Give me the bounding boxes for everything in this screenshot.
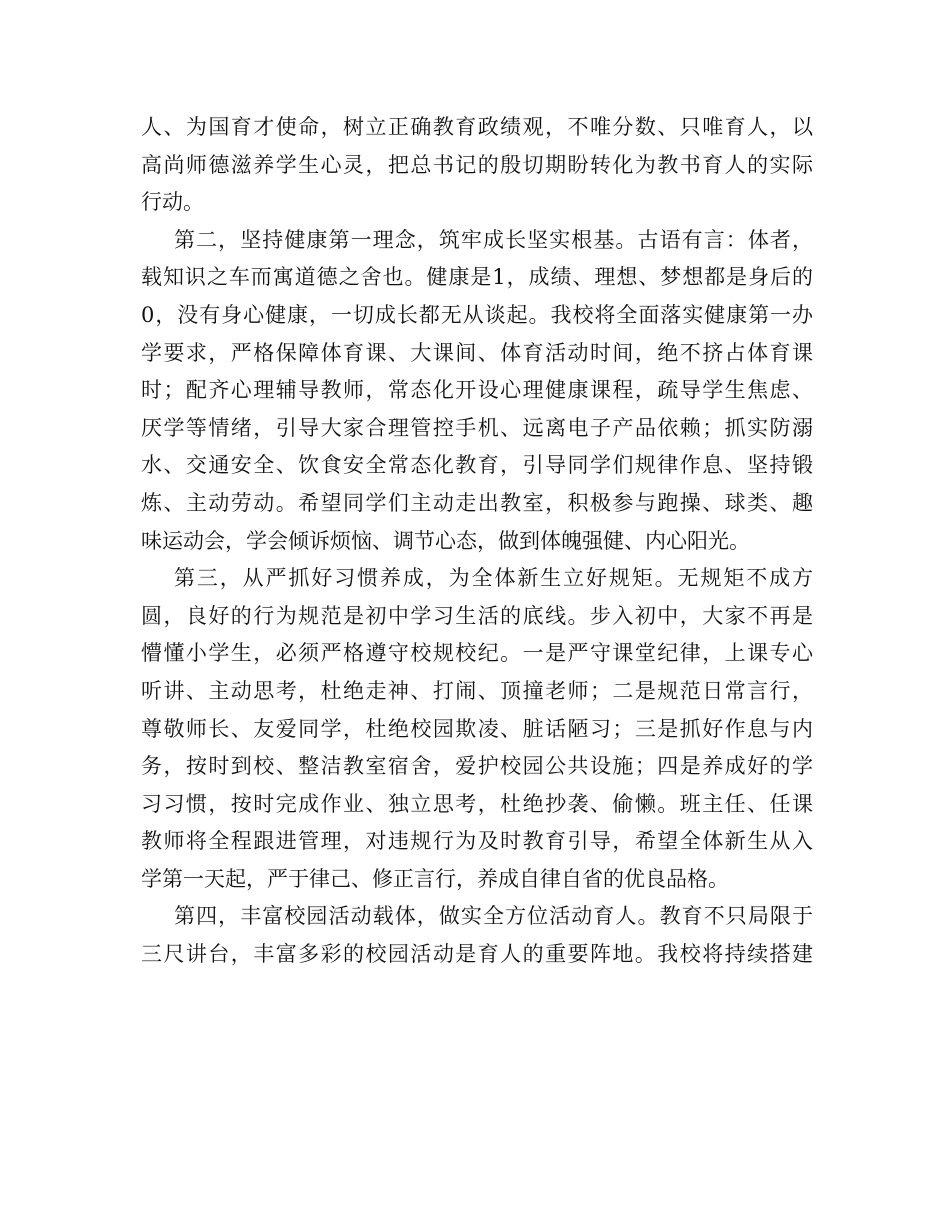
document-body bbox=[141, 109, 813, 974]
text-line: 第四，丰富校园活动载体，做实全方位活动育人。教育不只局限于 bbox=[174, 904, 813, 929]
text-line: 第二，坚持健康第一理念，筑牢成长坚实根基。古语有言：体者， bbox=[174, 227, 813, 252]
paragraph-second bbox=[141, 222, 813, 560]
paragraph-continuation bbox=[141, 109, 813, 222]
text-line: 厌学等情绪，引导大家合理管控手机、远离电子产品依赖；抓实防溺 bbox=[141, 415, 813, 440]
text-line: 三尺讲台，丰富多彩的校园活动是育人的重要阵地。我校将持续搭建 bbox=[141, 942, 813, 967]
text-line: 务，按时到校、整洁教室宿舍，爱护校园公共设施；四是养成好的学 bbox=[141, 754, 813, 779]
text-line: 尊敬师长、友爱同学，杜绝校园欺凌、脏话陋习；三是抓好作息与内 bbox=[141, 716, 813, 741]
paragraph-third bbox=[141, 560, 813, 898]
text-line: 懵懂小学生，必须严格遵守校规校纪。一是严守课堂纪律，上课专心 bbox=[141, 641, 813, 666]
paragraph-fourth bbox=[141, 898, 813, 973]
text-line: 行动。 bbox=[141, 190, 204, 215]
text-line: 学第一天起，严于律己、修正言行，养成自律自省的优良品格。 bbox=[141, 866, 729, 891]
text-line: 听讲、主动思考，杜绝走神、打闹、顶撞老师；二是规范日常言行， bbox=[141, 678, 813, 703]
text-line: 高尚师德滋养学生心灵，把总书记的殷切期盼转化为教书育人的实际 bbox=[141, 152, 813, 177]
text-line: 人、为国育才使命，树立正确教育政绩观，不唯分数、只唯育人，以 bbox=[141, 115, 813, 139]
text-line: 教师将全程跟进管理，对违规行为及时教育引导，希望全体新生从入 bbox=[141, 829, 813, 854]
text-line: 炼、主动劳动。希望同学们主动走出教室，积极参与跑操、球类、趣 bbox=[141, 490, 813, 515]
text-line: 0，没有身心健康，一切成长都无从谈起。我校将全面落实健康第一办 bbox=[141, 302, 813, 327]
text-line: 学要求，严格保障体育课、大课间、体育活动时间，绝不挤占体育课 bbox=[141, 340, 813, 365]
text-line: 水、交通安全、饮食安全常态化教育，引导同学们规律作息、坚持锻 bbox=[141, 453, 813, 478]
text-line: 习习惯，按时完成作业、独立思考，杜绝抄袭、偷懒。班主任、任课 bbox=[141, 791, 813, 816]
text-line: 圆，良好的行为规范是初中学习生活的底线。步入初中，大家不再是 bbox=[141, 603, 813, 628]
text-line: 载知识之车而寓道德之舍也。健康是1，成绩、理想、梦想都是身后的 bbox=[141, 265, 813, 290]
text-line: 第三，从严抓好习惯养成，为全体新生立好规矩。无规矩不成方 bbox=[174, 566, 813, 591]
text-line: 味运动会，学会倾诉烦恼、调节心态，做到体魄强健、内心阳光。 bbox=[141, 528, 750, 553]
text-line: 时；配齐心理辅导教师，常态化开设心理健康课程，疏导学生焦虑、 bbox=[141, 378, 813, 403]
